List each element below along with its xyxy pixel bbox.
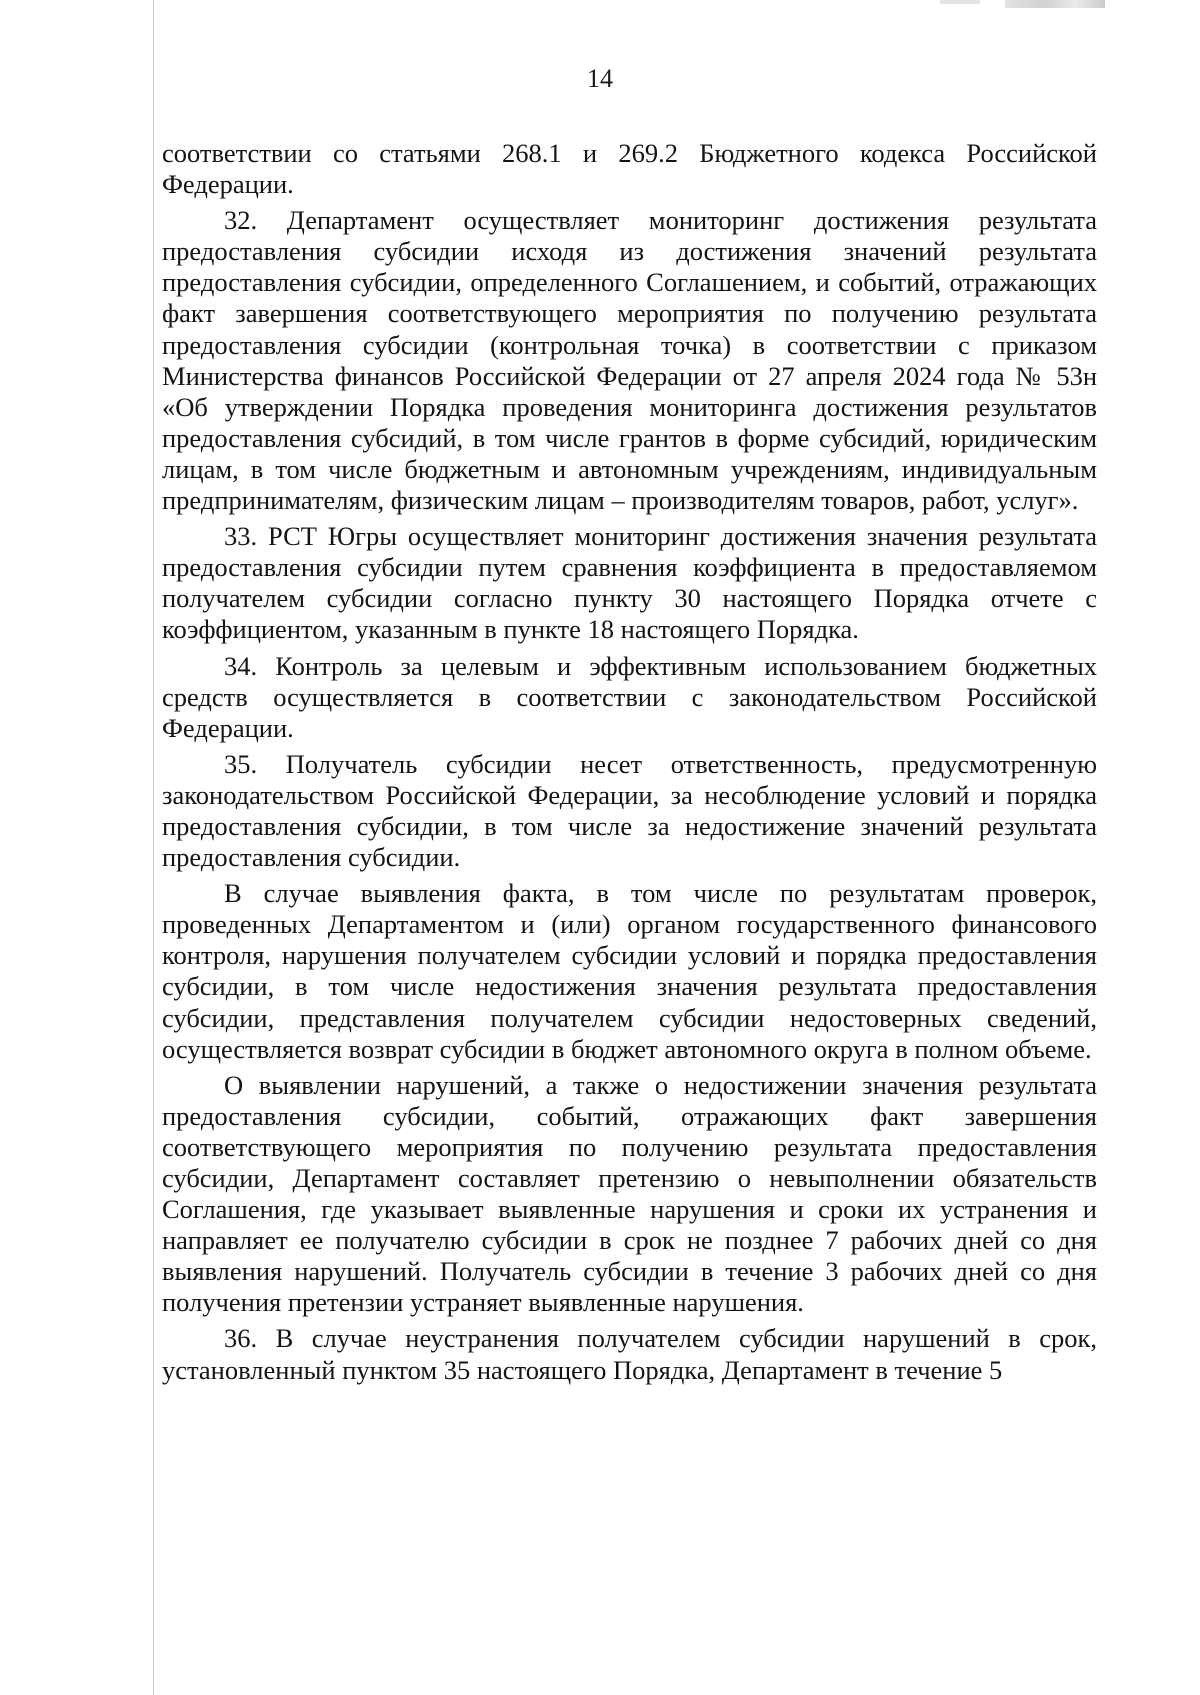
page-number: 14 — [587, 64, 613, 93]
paragraph-continuation: соответствии со статьями 268.1 и 269.2 Бюджетного кодекса Российской Федерации. — [162, 138, 1097, 200]
paragraph-34: 34. Контроль за целевым и эффективным использованием бюджетных средств осуществляется в соответствии с законодательством Российской Федерации. — [162, 650, 1097, 743]
paragraph-35-claim: О выявлении нарушений, а также о недостижении значения результата предоставления субсидии, событий, отражающих факт завершения соответствующего мероприятия по получению результата предоставления субсидии, Департамент составляет претензию о невыполнении обязательств Соглашения, где указывает выявленные нарушения и сроки их устранения и направляет ее получателю субсидии в срок не позднее 7 рабочих дней со дня выявления нарушений. Получатель субсидии в течение 3 рабочих дней со дня получения претензии устраняет выявленные нарушения. — [162, 1069, 1097, 1318]
scan-artifact — [1005, 0, 1105, 8]
paragraph-32: 32. Департамент осуществляет мониторинг достижения результата предоставления субсидии исходя из достижения значений результата предоставления субсидии, определенного Соглашением, и событий, отражающих факт завершения соответствующего мероприятия по получению результата предоставления субсидии (контрольная точка) в соответствии с приказом Министерства финансов Российской Федерации от 27 апреля 2024 года № 53н «Об утверждении Порядка проведения мониторинга достижения результатов предоставления субсидий, в том числе грантов в форме субсидий, юридическим лицам, в том числе бюджетным и автономным учреждениям, индивидуальным предпринимателям, физическим лицам – производителям товаров, работ, услуг». — [162, 205, 1097, 516]
paragraph-36: 36. В случае неустранения получателем субсидии нарушений в срок, установленный пунктом 35 настоящего Порядка, Департамент в течение 5 — [162, 1323, 1097, 1385]
margin-line — [153, 0, 154, 1695]
paragraph-33: 33. РСТ Югры осуществляет мониторинг достижения значения результата предоставления субсидии путем сравнения коэффициента в предоставляемом получателем субсидии согласно пункту 30 настоящего Порядка отчете с коэффициентом, указанным в пункте 18 настоящего Порядка. — [162, 521, 1097, 645]
paragraph-35-case: В случае выявления факта, в том числе по результатам проверок, проведенных Департаментом и (или) органом государственного финансового контроля, нарушения получателем субсидии условий и порядка предоставления субсидии, в том числе недостижения значения результата предоставления субсидии, представления получателем субсидии недостоверных сведений, осуществляется возврат субсидии в бюджет автономного округа в полном объеме. — [162, 878, 1097, 1064]
document-body — [162, 138, 1097, 1391]
paragraph-35: 35. Получатель субсидии несет ответственность, предусмотренную законодательством Российской Федерации, за несоблюдение условий и порядка предоставления субсидии, в том числе за недостижение значений результата предоставления субсидии. — [162, 748, 1097, 873]
scan-artifact — [940, 0, 980, 4]
